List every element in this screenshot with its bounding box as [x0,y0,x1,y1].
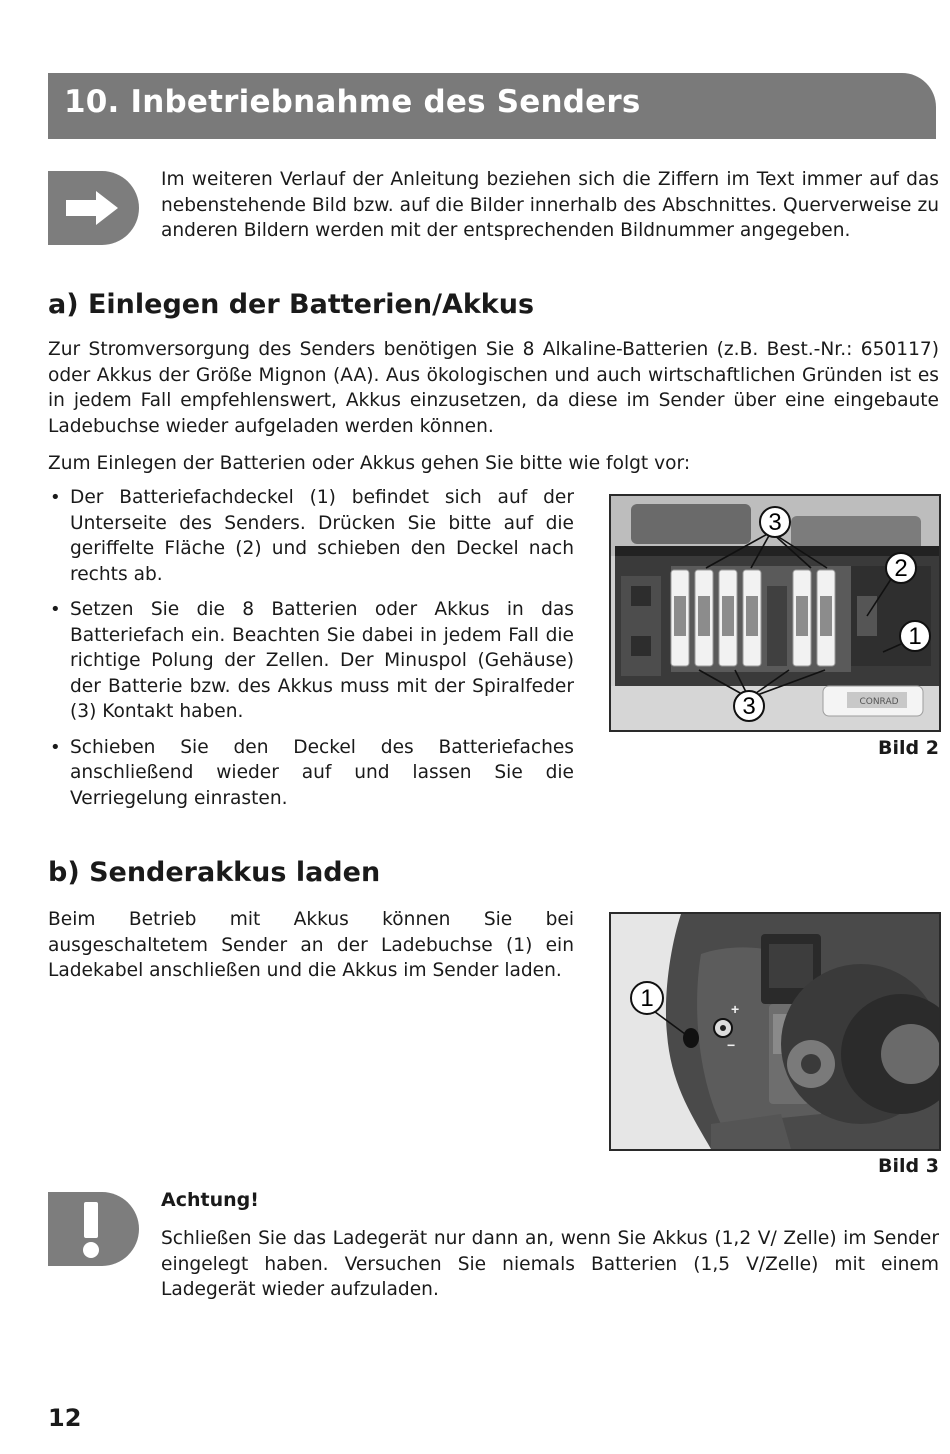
plus-sign: + [731,1001,740,1017]
svg-text:3: 3 [742,693,756,720]
svg-text:1: 1 [908,623,922,650]
section-a-paragraph: Zur Stromversorgung des Senders benötigen Sie 8 Alkaline-Batterien (z.B. Best.-Nr.: 650117) oder Akkus der Größe Mignon (AA). Aus ökologischen und auch wirtschaftlichen Gründen ist es in jedem Fall empfehlenswert, Akkus einzusetzen, da diese im Sender über eine eingebaute Ladebuchse wieder aufgeladen werden können. [48,339,939,437]
warning-text: Schließen Sie das Ladegerät nur dann an, wenn Sie Akkus (1,2 V/ Zelle) im Sender eingelegt haben. Versuchen Sie niemals Batterien (1,5 V/Zelle) mit einem Ladegerät wieder aufzuladen. [161,1228,939,1300]
section-b-heading: b) Senderakkus laden [48,857,381,888]
warning-title: Achtung! [161,1189,259,1211]
exclamation-icon [48,1192,140,1266]
section-b-paragraph: Beim Betrieb mit Akkus können Sie bei ausgeschaltetem Sender an der Ladebuchse (1) ein Ladekabel anschließen und die Akkus im Sender laden. [48,909,574,981]
section-title: 10. Inbetriebnahme des Senders [64,84,641,120]
figure-caption-bild-2: Bild 2 [878,737,939,759]
instruction-list [48,485,574,821]
battery-compartment-photo [609,494,941,732]
list-item: • Der Batteriefachdeckel (1) befindet sich auf der Unterseite des Senders. Drücken Sie bitte auf die geriffelte Fläche (2) und schieben den Deckel nach rechts ab. [48,485,574,587]
intro-text: Im weiteren Verlauf der Anleitung beziehen sich die Ziffern im Text immer auf das nebenstehende Bild bzw. auf die Bilder innerhalb des Abschnittes. Querverweise zu anderen Bildern werden mit der entsprechenden Bildnummer angegeben. [161,169,939,241]
minus-sign: − [727,1037,736,1053]
callout-1 [631,982,663,1014]
list-item: • Setzen Sie die 8 Batterien oder Akkus in das Batteriefach ein. Beachten Sie dabei in jedem Fall die richtige Polung der Zellen. Der Minuspol (Gehäuse) der Batterie bzw. des Akkus muss mit der Spiralfeder (3) Kontakt haben. [48,597,574,725]
page-number: 12 [48,1404,82,1432]
figure-caption-bild-3: Bild 3 [878,1155,939,1177]
callout-3-top [760,507,790,537]
callout-2 [886,553,916,583]
callout-3-bottom [734,691,764,721]
list-item: • Schieben Sie den Deckel des Batteriefaches anschließend wieder auf und lassen Sie die Verriegelung einrasten. [48,735,574,812]
callout-1 [900,621,930,651]
svg-text:3: 3 [768,509,782,536]
arrow-right-icon [48,171,140,245]
svg-text:2: 2 [894,555,908,582]
section-a-instructions-intro: Zum Einlegen der Batterien oder Akkus gehen Sie bitte wie folgt vor: [48,453,691,474]
battery-brand-label: CONRAD [859,697,899,707]
svg-text:1: 1 [640,985,654,1012]
section-a-heading: a) Einlegen der Batterien/Akkus [48,289,535,320]
transmitter-charging-socket-photo [609,912,941,1151]
